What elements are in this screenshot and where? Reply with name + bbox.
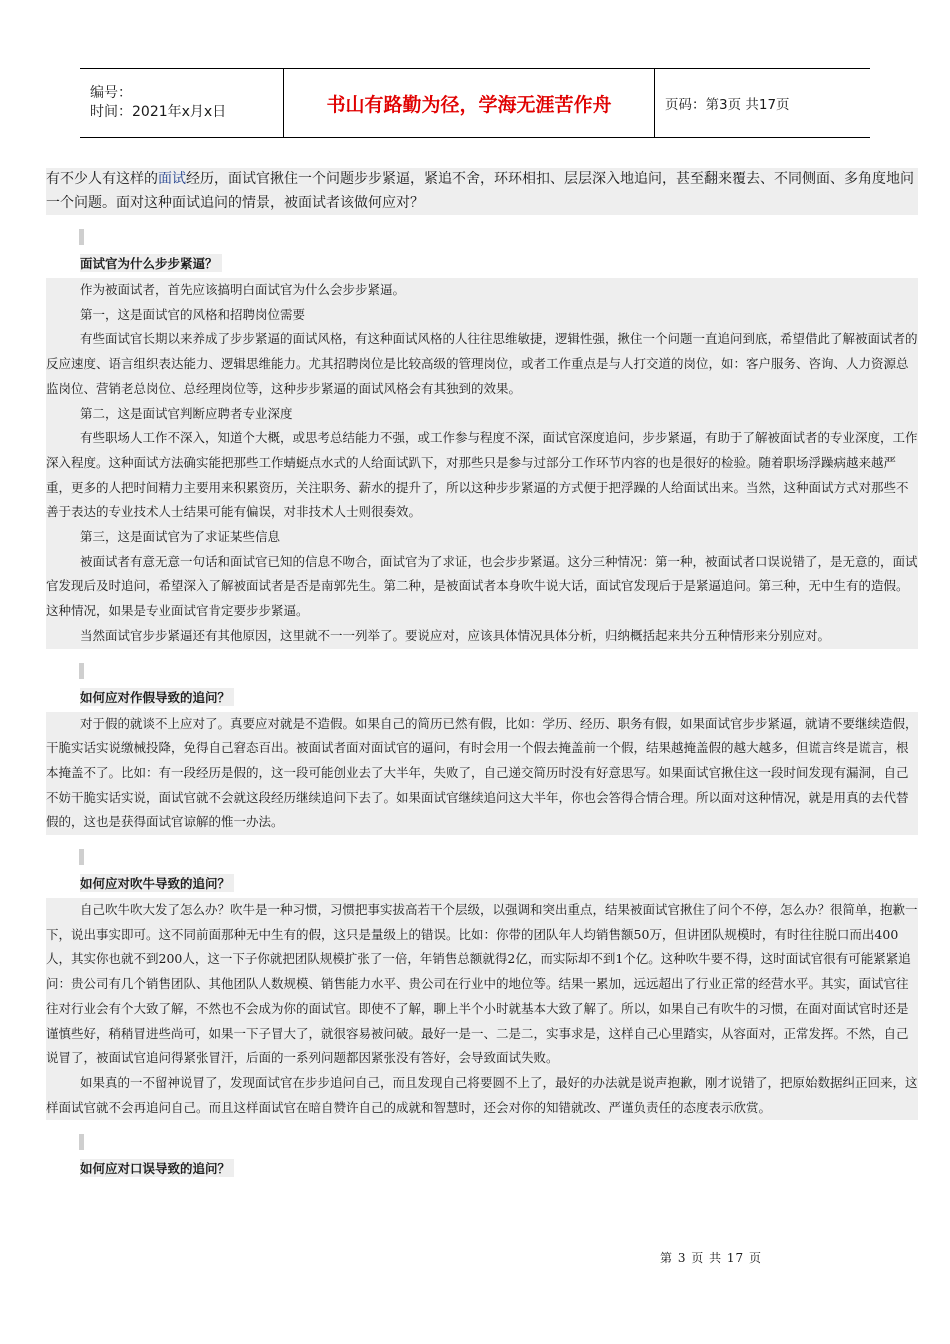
intro-pre: 有不少人有这样的 xyxy=(46,171,158,187)
paragraph: 对于假的就谈不上应对了。真要应对就是不造假。如果自己的简历已然有假，比如：学历、经历、职务有假，如果面试官步步紧逼，就请不要继续造假，干脆实话实说缴械投降，免得自己窘态百出。被面试者面对面试官的逼问，有时会用一个假去掩盖前一个假，结果越掩盖假的越大越多，但谎言终是谎言，根本掩盖不了。比如：有一段经历是假的，这一段可能创业去了大半年，失败了，自己递交简历时没有好意思写。如果面试官揪住这一段时间发现有漏洞，自己不妨干脆实话实说，面试官就不会就这段经历继续追问下去了。如果面试官继续追问这大半年，你也会答得合情合理。所以面对这种情况，就是用真的去代替假的，这也是获得面试官谅解的惟一办法。 xyxy=(46,712,918,836)
section-title-slip: 如何应对口误导致的追问？ xyxy=(80,1159,234,1177)
header-meta xyxy=(80,69,283,137)
paragraph: 第三，这是面试官为了求证某些信息 xyxy=(46,525,918,550)
number-label: 编号： xyxy=(90,85,132,101)
interview-link[interactable]: 面试 xyxy=(158,171,186,187)
section-title-why: 面试官为什么步步紧逼？ xyxy=(80,254,222,272)
paragraph: 被面试者有意无意一句话和面试官已知的信息不吻合，面试官为了求证，也会步步紧逼。这分三种情况：第一种，被面试者口误说错了，是无意的，面试官发现后及时追问，希望深入了解被面试者是否是南郭先生。第二种，是被面试者本身吹牛说大话，面试官发现后于是紧逼追问。第三种，无中生有的造假。这种情况，如果是专业面试官肯定要步步紧逼。 xyxy=(46,550,918,624)
section-marker xyxy=(79,1134,84,1150)
paragraph: 第一，这是面试官的风格和招聘岗位需要 xyxy=(46,303,918,328)
intro-post: 经历，面试官揪住一个问题步步紧逼，紧追不舍，环环相扣、层层深入地追问，甚至翻来覆去、不同侧面、多角度地问一个问题。面对这种面试追问的情景，被面试者该做何应对？ xyxy=(46,171,914,211)
paragraph: 如果真的一不留神说冒了，发现面试官在步步追问自己，而且发现自己将要圆不上了，最好的办法就是说声抱歉，刚才说错了，把原始数据纠正回来，这样面试官就不会再追问自己。而且这样面试官在暗自赞许自己的成就和智慧时，还会对你的知错就改、严谨负责任的态度表示欣赏。 xyxy=(46,1071,918,1120)
section-marker xyxy=(79,663,84,679)
page-header xyxy=(80,68,870,138)
paragraph: 当然面试官步步紧逼还有其他原因，这里就不一一列举了。要说应对，应该具体情况具体分析，归纳概括起来共分五种情形来分别应对。 xyxy=(46,624,918,649)
section-marker xyxy=(79,229,84,245)
paragraph: 第二，这是面试官判断应聘者专业深度 xyxy=(46,402,918,427)
page-footer: 第 3 页 共 17 页 xyxy=(660,1251,762,1265)
paragraph: 自己吹牛吹大发了怎么办？吹牛是一种习惯，习惯把事实拔高若干个层级，以强调和突出重点，结果被面试官揪住了问个不停，怎么办？很简单，抱歉一下，说出事实即可。这不同前面那种无中生有的假，这只是量级上的错误。比如：你带的团队年人均销售额50万，但讲团队规模时，有时往往脱口而出400人，其实你也就不到200人，这一下子你就把团队规模扩张了一倍，年销售总额就得2亿，而实际却不到1个亿。这种吹牛要不得，这时面试官很有可能紧紧追问：贵公司有几个销售团队、其他团队人数规模、销售能力水平、贵公司在行业中的地位等。结果一累加，远远超出了行业正常的经营水平。其实，面试官往往对行业会有个大致了解，不然也不会成为你的面试官。即使不了解，聊上半个小时就基本大致了解了。所以，如果自己有吹牛的习惯，在面对面试官时还是谨慎些好，稍稍冒进些尚可，如果一下子冒大了，就很容易被问破。最好一是一、二是二，实事求是，这样自己心里踏实，从容面对，正常发挥。不然，自己说冒了，被面试官追问得紧张冒汗，后面的一系列问题都因紧张没有答好，会导致面试失败。 xyxy=(46,898,918,1071)
time-label: 时间：2021年x月x日 xyxy=(90,104,227,120)
paragraph: 有些面试官长期以来养成了步步紧逼的面试风格，有这种面试风格的人往往思维敏捷，逻辑性强，揪住一个问题一直追问到底，希望借此了解被面试者的反应速度、语言组织表达能力、逻辑思维能力。尤其招聘岗位是比较高级的管理岗位，或者工作重点是与人打交道的岗位，如：客户服务、咨询、人力资源总监岗位、营销老总岗位、总经理岗位等，这种步步紧逼的面试风格会有其独到的效果。 xyxy=(46,327,918,401)
intro-paragraph xyxy=(46,168,918,215)
motto-text: 书山有路勤为径，学海无涯苦作舟 xyxy=(326,93,612,116)
document-body xyxy=(46,168,918,1183)
header-motto xyxy=(283,69,655,137)
section-title-brag: 如何应对吹牛导致的追问？ xyxy=(80,874,234,892)
paragraph: 作为被面试者，首先应该搞明白面试官为什么会步步紧逼。 xyxy=(46,278,918,303)
section-title-fake: 如何应对作假导致的追问？ xyxy=(80,688,234,706)
header-page xyxy=(655,69,870,137)
section-marker xyxy=(79,849,84,865)
page-label: 页码：第3页 共17页 xyxy=(665,97,790,113)
paragraph: 有些职场人工作不深入，知道个大概，或思考总结能力不强，或工作参与程度不深，面试官深度追问，步步紧逼，有助于了解被面试者的专业深度，工作深入程度。这种面试方法确实能把那些工作蜻蜓点水式的人给面试趴下，对那些只是参与过部分工作环节内容的也是很好的检验。随着职场浮躁病越来越严重，更多的人把时间精力主要用来积累资历，关注职务、薪水的提升了，所以这种步步紧逼的方式便于把浮躁的人给面试出来。当然，这种面试方式对那些不善于表达的专业技术人士结果可能有偏误，对非技术人士则很奏效。 xyxy=(46,426,918,525)
